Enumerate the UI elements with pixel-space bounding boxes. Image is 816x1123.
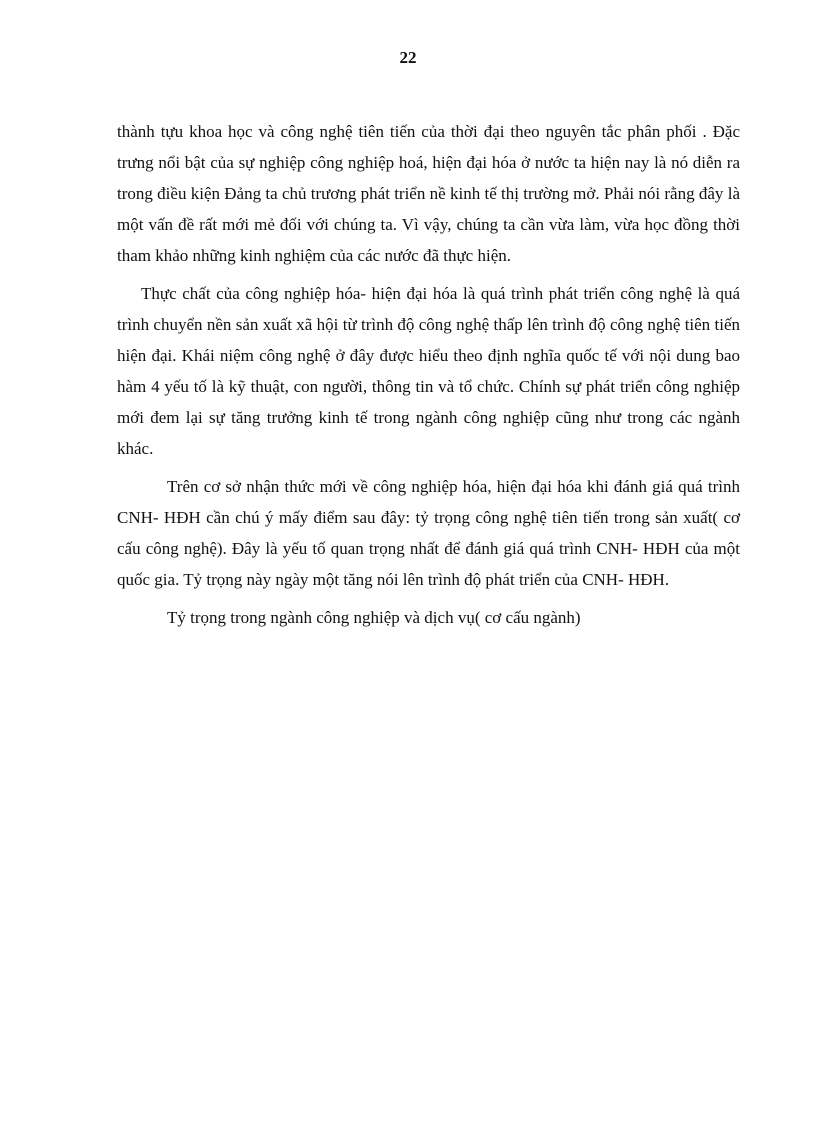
page-number: 22 xyxy=(399,48,417,67)
paragraph: Trên cơ sở nhận thức mới về công nghiệp hóa, hiện đại hóa khi đánh giá quá trình CNH- HĐH cần chú ý mấy điểm sau đây: tỷ trọng công nghệ tiên tiến trong sản xuất( cơ cấu công nghệ). Đây là yếu tố quan trọng nhất để đánh giá quá trình CNH- HĐH của một quốc gia. Tỷ trọng này ngày một tăng nói lên trình độ phát triển của CNH- HĐH. xyxy=(117,477,740,589)
paragraph: Thực chất của công nghiệp hóa- hiện đại hóa là quá trình phát triển công nghệ là quá trình chuyển nền sản xuất xã hội từ trình độ công nghệ thấp lên trình độ công nghệ tiên tiến hiện đại. Khái niệm công nghệ ở đây được hiểu theo định nghĩa quốc tế với nội dung bao hàm 4 yếu tố là kỹ thuật, con người, thông tin và tổ chức. Chính sự phát triển công nghiệp mới đem lại sự tăng trưởng kinh tế trong ngành công nghiệp cũng như trong các ngành khác. xyxy=(117,284,740,458)
paragraph: Tỷ trọng trong ngành công nghiệp và dịch vụ( cơ cấu ngành) xyxy=(167,608,581,627)
paragraph: thành tựu khoa học và công nghệ tiên tiến của thời đại theo nguyên tắc phân phối . Đặc trưng nổi bật của sự nghiệp công nghiệp hoá, hiện đại hóa ở nước ta hiện nay là nó diễn ra trong điều kiện Đảng ta chủ trương phát triển nề kinh tế thị trường mở. Phải nói rằng đây là một vấn đề rất mới mẻ đối với chúng ta. Vì vậy, chúng ta cần vừa làm, vừa học đồng thời tham khảo những kinh nghiệm của các nước đã thực hiện. xyxy=(117,122,740,265)
body-text xyxy=(117,116,740,640)
